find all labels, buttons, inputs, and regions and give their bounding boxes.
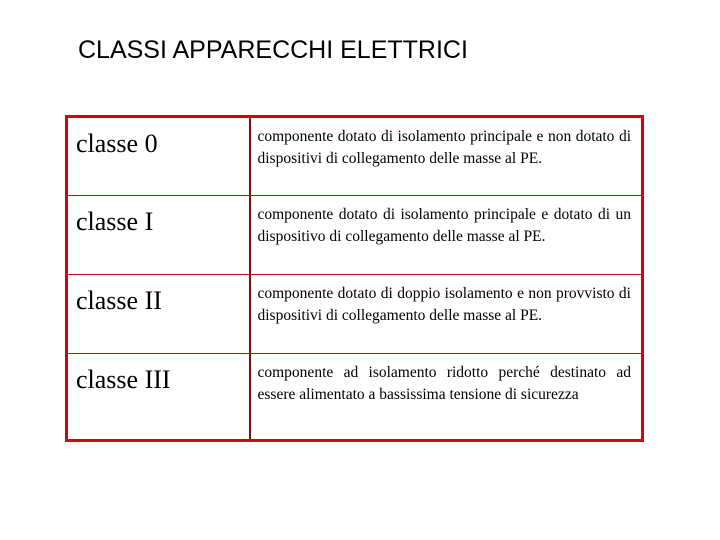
class-description-cell: componente ad isolamento ridotto perché destinato ad essere alimentato a bassissima tensione di sicurezza — [257, 364, 631, 403]
page-title: CLASSI APPARECCHI ELETTRICI — [78, 36, 468, 64]
class-name-cell: classe III — [67, 354, 250, 441]
table-row — [67, 117, 643, 196]
table-row — [67, 275, 643, 354]
appliance-classes-table — [65, 115, 644, 442]
table-row — [67, 196, 643, 275]
class-description-cell: componente dotato di doppio isolamento e non provvisto di dispositivi di collegamento delle masse al PE. — [250, 275, 643, 354]
class-name-cell: classe II — [67, 275, 250, 354]
class-description-cell: componente dotato di isolamento principale e dotato di un dispositivo di collegamento delle masse al PE. — [250, 196, 643, 275]
class-description-cell: componente dotato di isolamento principale e non dotato di dispositivi di collegamento delle masse al PE. — [250, 117, 643, 196]
class-name-cell: classe I — [67, 196, 250, 275]
table-row — [67, 354, 643, 441]
class-name-cell: classe 0 — [67, 117, 250, 196]
